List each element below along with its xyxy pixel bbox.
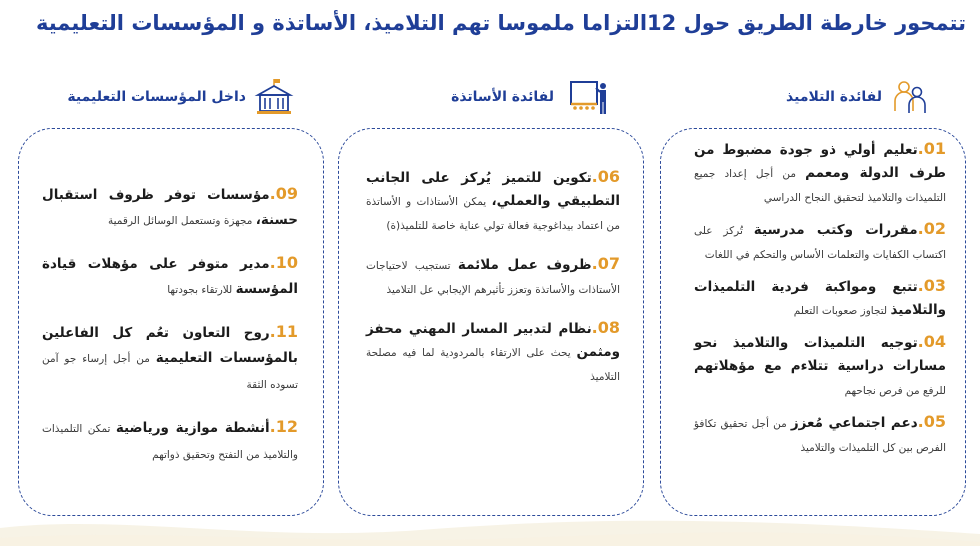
column-heading-label: داخل المؤسسات التعليمية: [67, 89, 246, 105]
list-item: 08.نظام لتدبير المسار المهني محفز ومثمن يحث على الارتقاء بالمردودية لما فيه مصلحة التلاميذ: [366, 318, 620, 383]
teachers-commitments: [366, 166, 620, 404]
teacher-board-icon: [562, 77, 616, 117]
students-icon: [890, 77, 930, 117]
column-heading-institutions: [67, 74, 294, 120]
list-item: 02.مقررات وكتب مدرسية تُركز على اكتساب الكفايات والتعلمات الأساس والتحكم في اللغات: [694, 219, 946, 261]
decorative-wave: [0, 506, 980, 546]
list-item: 10.مدير متوفر على مؤهلات قيادة المؤسسة للارتقاء بجودتها: [42, 253, 298, 297]
column-heading-label: لفائدة التلاميذ: [786, 89, 882, 105]
column-heading-students: [786, 74, 930, 120]
list-item: 11.روح التعاون تعُم كل الفاعلين بالمؤسسات التعليمية من أجل إرساء جو آمن تسوده الثقة: [42, 322, 298, 391]
column-heading-label: لفائدة الأساتذة: [451, 89, 554, 105]
list-item: 06.تكوين للتميز يُركز على الجانب التطبيقي والعملي، يمكن الأستاذات و الأساتذة من اعتماد بيداغوجية فعالة تولي عناية خاصة للتلميذ(ة): [366, 167, 621, 232]
list-item: 03.تتبع ومواكبة فردية التلميذات والتلاميذ لتجاوز صعوبات التعلم: [694, 276, 946, 318]
institutions-commitments: [42, 182, 298, 485]
list-item: 07.ظروف عمل ملائمة تستجيب لاحتياجات الأستاذات والأساتذة وتعزز تأثيرهم الإيجابي عل التلاميذ: [366, 254, 620, 296]
list-item: 12.أنشطة موازية ورياضية تمكن التلميذات والتلاميذ من التفتح وتحقيق ذواتهم: [42, 417, 298, 461]
list-item: 05.دعم اجتماعي مُعزز من أجل تحقيق تكافؤ الفرص بين كل التلميذات والتلاميذ: [694, 412, 946, 454]
list-item: 04.توجيه التلميذات والتلاميذ نحو مسارات دراسية تتلاءم مع مؤهلاتهم للرفع من فرص نجاحهم: [694, 332, 946, 397]
students-commitments: [694, 138, 946, 468]
school-building-icon: [254, 77, 294, 117]
list-item: 01.تعليم أولي ذو جودة مضبوط من طرف الدولة ومعمم من أجل إعداد جميع التلميذات والتلاميذ لتحقيق النجاح الدراسي: [694, 139, 946, 204]
list-item: 09.مؤسسات توفر ظروف استقبال حسنة، مجهزة وتستعمل الوسائل الرقمية: [42, 184, 298, 228]
page-title: تتمحور خارطة الطريق حول 12التزاما ملموسا تهم التلاميذ، الأساتذة و المؤسسات التعليمية: [35, 11, 966, 35]
column-heading-teachers: [451, 74, 616, 120]
